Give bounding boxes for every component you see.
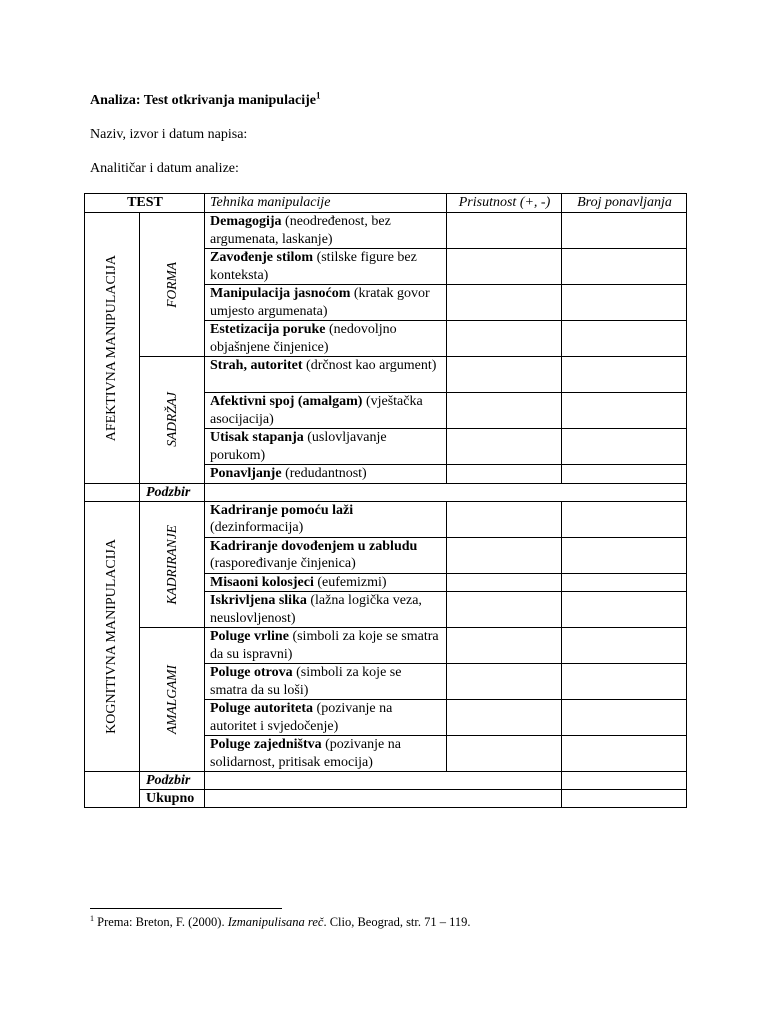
technique-name: Misaoni kolosjeci [210, 574, 314, 590]
group-label: AFEKTIVNA MANIPULACIJA [104, 254, 120, 441]
presence-cell[interactable] [447, 285, 562, 321]
presence-cell[interactable] [447, 249, 562, 285]
technique-description: (redudantnost) [281, 466, 367, 481]
technique-description: (simboli za koje se smatra da su loši) [210, 665, 402, 698]
group-label: KOGNITIVNA MANIPULACIJA [104, 538, 120, 734]
presence-cell[interactable] [447, 465, 562, 484]
technique-cell [205, 249, 447, 285]
technique-cell [205, 213, 447, 249]
subgroup-cell [140, 357, 205, 484]
page-title: Analiza: Test otkrivanja manipulacije$^1$ [90, 90, 321, 108]
table-body [85, 213, 687, 808]
presence-cell[interactable] [447, 700, 562, 736]
footnote-book-title: Izmanipulisana reč [227, 915, 324, 929]
repetitions-cell[interactable] [562, 357, 687, 393]
presence-cell[interactable] [447, 628, 562, 664]
technique-cell [205, 592, 447, 628]
technique-description: (vještačka asocijacija) [210, 394, 423, 427]
repetitions-cell[interactable] [562, 573, 687, 592]
repetitions-cell[interactable] [562, 664, 687, 700]
subtotal-label: Podzbir [140, 772, 205, 790]
technique-name: Utisak stapanja [210, 430, 304, 445]
technique-description: (dezinformacija) [210, 520, 304, 535]
presence-cell[interactable] [447, 664, 562, 700]
technique-name: Demagogija [210, 214, 282, 229]
column-header-test: TEST [85, 194, 205, 213]
subgroup-label: FORMA [164, 261, 180, 308]
technique-cell [205, 664, 447, 700]
repetitions-cell[interactable] [562, 700, 687, 736]
repetitions-cell[interactable] [562, 736, 687, 772]
technique-cell [205, 393, 447, 429]
subtotal-value-cell[interactable] [205, 772, 562, 790]
technique-description: (simboli za koje se smatra da su ispravni) [210, 629, 439, 662]
total-row [85, 790, 687, 808]
repetitions-cell[interactable] [562, 321, 687, 357]
technique-description: (uslovljavanje porukom) [210, 430, 387, 463]
repetitions-cell[interactable] [562, 285, 687, 321]
manipulation-test-table [84, 193, 687, 808]
technique-description: (neodređenost, bez argumenata, laskanje) [210, 214, 391, 247]
technique-name: Zavođenje stilom [210, 250, 314, 265]
technique-description: (kratak govor umjesto argumenata) [210, 286, 430, 319]
presence-cell[interactable] [447, 592, 562, 628]
footnote-separator [90, 908, 282, 909]
technique-cell [205, 628, 447, 664]
presence-cell[interactable] [447, 321, 562, 357]
subtotal-label: Podzbir [140, 483, 205, 501]
repetitions-cell[interactable] [562, 249, 687, 285]
total-label: Ukupno [140, 790, 205, 808]
group-cell [85, 213, 140, 484]
technique-name: Iskrivljena slika [210, 593, 307, 608]
subgroup-cell [140, 213, 205, 357]
subgroup-label: KADRIRANJE [164, 524, 180, 604]
technique-name: Poluge otrova [210, 665, 293, 680]
technique-cell [205, 465, 447, 484]
presence-cell[interactable] [447, 357, 562, 393]
table-row [85, 501, 687, 537]
footnote [90, 915, 471, 930]
technique-name: Afektivni spoj (amalgam) [210, 394, 363, 409]
technique-description: (nedovoljno objašnjene činjenice) [210, 322, 397, 355]
repetitions-cell[interactable] [562, 501, 687, 537]
subtotal-repetitions-cell[interactable] [562, 772, 687, 790]
technique-cell [205, 501, 447, 537]
presence-cell[interactable] [447, 537, 562, 573]
repetitions-cell[interactable] [562, 628, 687, 664]
technique-description: (drčnost kao argument) [302, 358, 437, 373]
table-header-row [85, 194, 687, 213]
technique-name: Ponavljanje [210, 466, 282, 481]
subtotal-value-cell[interactable] [205, 483, 687, 501]
table-row [85, 628, 687, 664]
presence-cell[interactable] [447, 213, 562, 249]
empty-cell [85, 483, 140, 501]
subgroup-label: SADRŽAJ [164, 392, 180, 448]
footnote-prefix: Prema: Breton, F. (2000). [94, 915, 228, 929]
subgroup-cell [140, 628, 205, 772]
repetitions-cell[interactable] [562, 393, 687, 429]
repetitions-cell[interactable] [562, 537, 687, 573]
technique-cell [205, 573, 447, 592]
total-repetitions-cell[interactable] [562, 790, 687, 808]
technique-description: (raspoređivanje činjenica) [210, 556, 356, 571]
article-info-line: Naziv, izvor i datum napisa: [90, 127, 248, 142]
technique-cell [205, 321, 447, 357]
technique-description: (pozivanje na solidarnost, pritisak emocija) [210, 737, 401, 770]
technique-description: (eufemizmi) [313, 574, 387, 590]
table-row [85, 357, 687, 393]
footnote-number: 1 [90, 913, 94, 923]
technique-cell [205, 429, 447, 465]
presence-cell[interactable] [447, 501, 562, 537]
subgroup-label: AMALGAMI [164, 665, 180, 734]
empty-cell [85, 772, 140, 808]
technique-name: Kadriranje pomoću laži [210, 502, 354, 518]
technique-description: (pozivanje na autoritet i svjedočenje) [210, 701, 393, 734]
repetitions-cell[interactable] [562, 429, 687, 465]
repetitions-cell[interactable] [562, 465, 687, 484]
group-cell [85, 501, 140, 772]
technique-cell [205, 537, 447, 573]
presence-cell[interactable] [447, 573, 562, 592]
footnote-marker: 1 [315, 90, 321, 101]
table-row [85, 213, 687, 249]
presence-cell[interactable] [447, 393, 562, 429]
presence-cell[interactable] [447, 736, 562, 772]
repetitions-cell[interactable] [562, 592, 687, 628]
technique-cell [205, 285, 447, 321]
repetitions-cell[interactable] [562, 213, 687, 249]
footnote-suffix: . Clio, Beograd, str. 71 – 119. [323, 915, 471, 929]
technique-cell [205, 736, 447, 772]
total-value-cell[interactable] [205, 790, 562, 808]
presence-cell[interactable] [447, 429, 562, 465]
technique-name: Estetizacija poruke [210, 322, 326, 337]
subtotal-row [85, 483, 687, 501]
technique-description: (lažna logička veza, neuslovljenost) [210, 593, 422, 626]
analyst-info-line: Analitičar i datum analize: [90, 161, 239, 176]
technique-cell [205, 357, 447, 393]
subgroup-cell [140, 501, 205, 628]
column-header-presence: Prisutnost (+, -) [447, 194, 562, 213]
technique-name: Poluge vrline [210, 629, 289, 644]
technique-name: Manipulacija jasnoćom [210, 286, 351, 301]
technique-name: Kadriranje dovođenjem u zabludu [210, 538, 418, 554]
technique-name: Poluge zajedništva [210, 737, 322, 752]
subtotal-row [85, 772, 687, 790]
technique-name: Strah, autoritet [210, 358, 303, 373]
column-header-technique: Tehnika manipulacije [205, 194, 447, 213]
technique-description: (stilske figure bez konteksta) [210, 250, 417, 283]
column-header-repetitions: Broj ponavljanja [562, 194, 687, 213]
technique-cell [205, 700, 447, 736]
technique-name: Poluge autoriteta [210, 701, 314, 716]
